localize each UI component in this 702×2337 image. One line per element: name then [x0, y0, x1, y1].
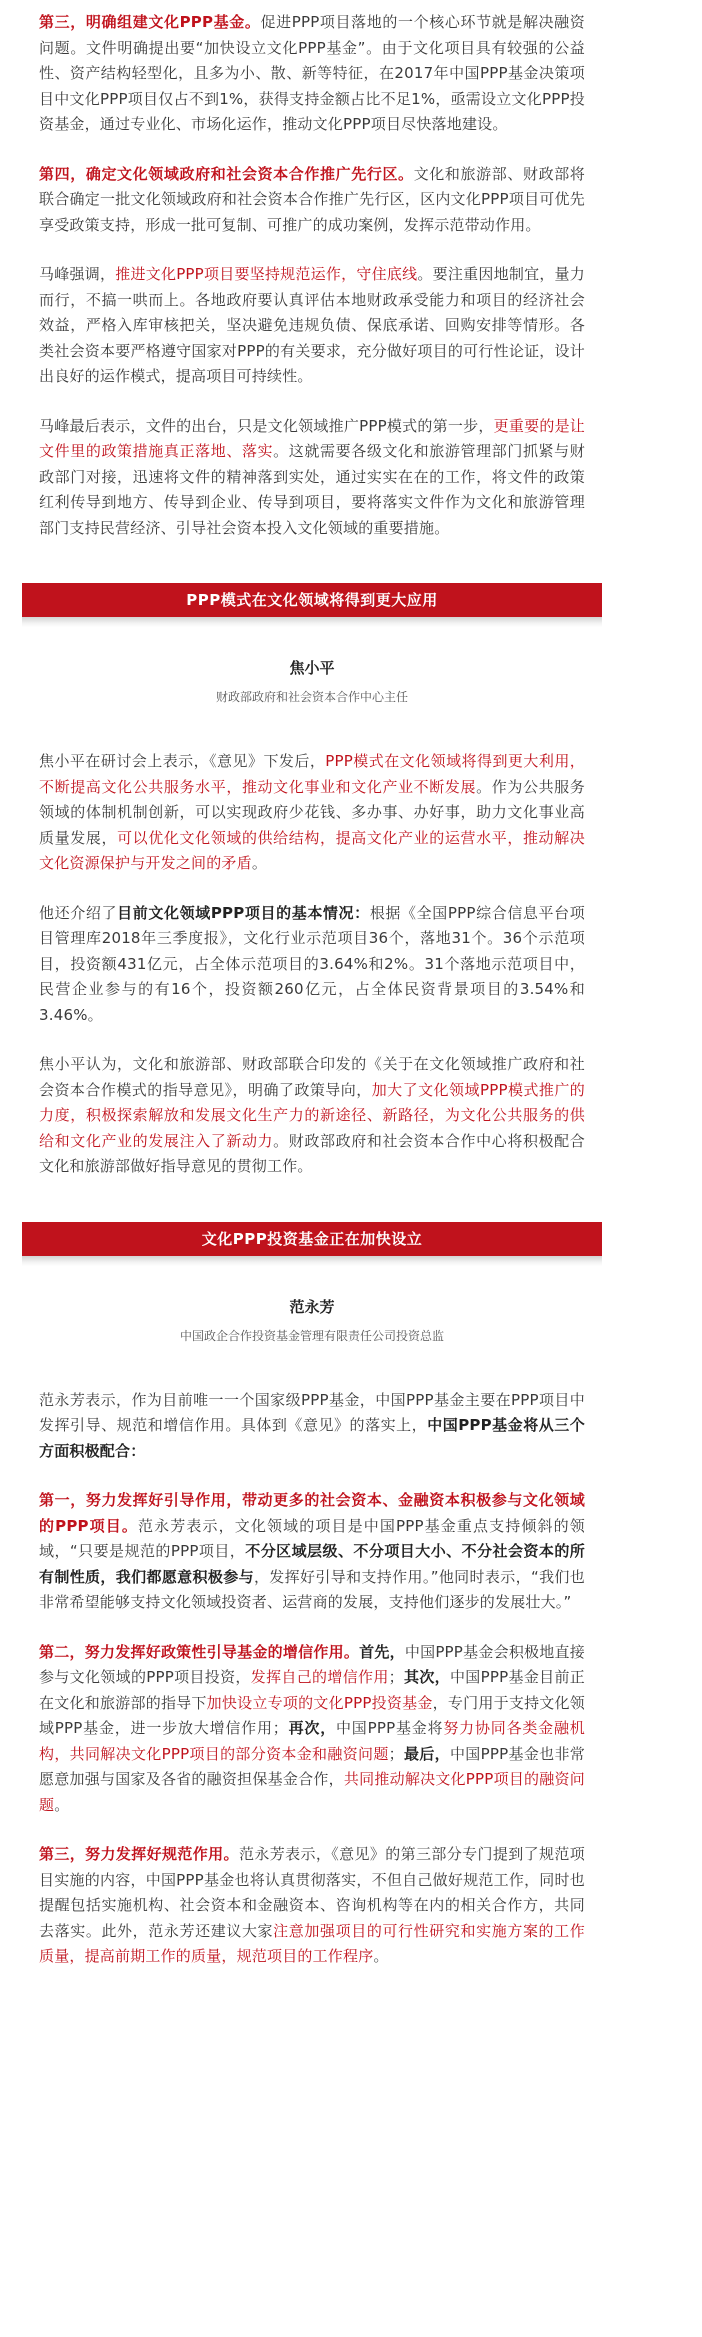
bold-text: 目前文化领域PPP项目的基本情况： [117, 903, 370, 922]
banner-shadow [22, 1256, 602, 1266]
speaker-title: 财政部政府和社会资本合作中心主任 [215, 690, 408, 704]
highlight-heading: 第四，确定文化领域政府和社会资本合作推广先行区。 [39, 164, 414, 183]
highlight-text: PPP模式在文化领域将得到更大利用，不断提高文化公共服务水平，推动文化事业和文化产业不断发展 [39, 752, 585, 796]
bold-text: 首先， [359, 1642, 405, 1661]
highlight-text: 努力协同各类金融机构，共同解决文化PPP项目的部分资本金和融资问题 [39, 1719, 585, 1763]
bold-text: 中国PPP基金将从三个方面积极配合： [39, 1416, 585, 1460]
paragraph-jiao-xiaoping-1 [39, 749, 585, 877]
paragraph-text: 。 [54, 1795, 70, 1814]
paragraph-fan-yongfang-1 [39, 1388, 585, 1465]
highlight-text: 共同推动解决文化PPP项目的融资问题 [39, 1770, 585, 1814]
paragraph-text: ； [388, 1744, 404, 1763]
paragraph-text: 中国PPP基金会积极地直接参与文化领域的PPP项目投资， [39, 1642, 585, 1686]
speaker-card [39, 657, 585, 707]
bold-text: 再次， [287, 1719, 336, 1737]
speaker-name: 焦小平 [289, 659, 335, 677]
section-title: PPP模式在文化领域将得到更大应用 [22, 583, 602, 617]
paragraph-fan-yongfang-4 [39, 1842, 585, 1970]
bold-text: 最后， [403, 1744, 450, 1763]
paragraph-text: 马峰最后表示，文件的出台，只是文化领域推广PPP模式的第一步， [39, 416, 494, 435]
highlight-heading: 第三，明确组建文化PPP基金。 [39, 13, 261, 31]
paragraph-text: ，发挥好引导和支持作用。”他同时表示，“我们也非常希望能够支持文化领域投资者、运营商的发展，支持他们逐步的发展壮大。” [39, 1567, 585, 1611]
paragraph-text: 他还介绍了 [39, 903, 118, 922]
paragraph-text: 范永芳表示，作为目前唯一一个国家级PPP基金，中国PPP基金主要在PPP项目中发挥引导、规范和增信作用。具体到《意见》的落实上， [39, 1390, 585, 1434]
highlight-heading: 第三，努力发挥好规范作用。 [39, 1845, 239, 1863]
paragraph-text: 。 [373, 1947, 389, 1965]
highlight-text: 注意加强项目的可行性研究和实施方案的工作质量，提高前期工作的质量，规范项目的工作程序 [39, 1921, 585, 1965]
paragraph-text: 促进PPP项目落地的一个核心环节就是解决融资问题。文件明确提出要“加快设立文化PPP基金”。由于文化项目具有较强的公益性、资产结构轻型化，且多为小、散、新等特征，在2017年中国PPP基金决策项目中文化PPP项目仅占不到1%，获得支持金额占比不足1%，亟需设立文化PPP投资基金，通过专业化、市场化运作，推动文化PPP项目尽快落地建设。 [39, 13, 586, 133]
paragraph-text: 焦小平认为，文化和旅游部、财政部联合印发的《关于在文化领域推广政府和社会资本合作模式的指导意见》，明确了政策导向， [39, 1055, 585, 1099]
paragraph-fan-yongfang-3 [39, 1640, 585, 1819]
paragraph-text: 。这就需要各级文化和旅游管理部门抓紧与财政部门对接，迅速将文件的精神落到实处，通过实实在在的工作，将文件的政策红利传导到地方、传导到企业、传导到项目，要将落实文件作为文化和旅游管理部门支持民营经济、引导社会资本投入文化领域的重要措施。 [39, 442, 585, 537]
bold-text: 其次， [403, 1668, 450, 1686]
bold-text: 不分区域层级、不分项目大小、不分社会资本的所有制性质，我们都愿意积极参与 [39, 1542, 585, 1586]
paragraph-text: 。要注重因地制宜，量力而行，不搞一哄而上。各地政府要认真评估本地财政承受能力和项目的经济社会效益，严格入库审核把关，坚决避免违规负债、保底承诺、回购安排等情形。各类社会资本要严格遵守国家对PPP的有关要求，充分做好项目的可行性论证，设计出良好的运作模式，提高项目可持续性。 [39, 265, 585, 385]
section-banner-ppp-application [22, 583, 602, 627]
paragraph-text: 。财政部政府和社会资本合作中心将积极配合文化和旅游部做好指导意见的贯彻工作。 [39, 1131, 585, 1175]
highlight-text: 发挥自己的增信作用 [250, 1668, 389, 1686]
paragraph-jiao-xiaoping-2 [39, 901, 585, 1029]
paragraph-text: ； [388, 1668, 404, 1686]
highlight-text: 加大了文化领域PPP模式推广的力度，积极探索解放和发展文化生产力的新途径、新路径，为文化公共服务的供给和文化产业的发展注入了新动力 [39, 1080, 586, 1150]
paragraph-text: 中国PPP基金也非常愿意加强与国家及各省的融资担保基金合作， [39, 1744, 585, 1788]
section-banner-fund [22, 1222, 602, 1266]
section-title: 文化PPP投资基金正在加快设立 [22, 1222, 602, 1256]
speaker-name: 范永芳 [289, 1297, 335, 1316]
speaker-title: 中国政企合作投资基金管理有限责任公司投资总监 [179, 1328, 444, 1343]
paragraph-text: 马峰强调， [39, 265, 116, 283]
paragraph-text: ，专门用于支持文化领域PPP基金，进一步放大增信作用； [39, 1693, 585, 1737]
highlight-heading: 第一，努力发挥好引导作用，带动更多的社会资本、金融资本积极参与文化领域的PPP项目。 [39, 1491, 585, 1535]
highlight-text: 推进文化PPP项目要坚持规范运作，守住底线 [115, 265, 418, 283]
banner-shadow [22, 617, 602, 627]
paragraph-fan-yongfang-2 [39, 1488, 585, 1616]
paragraph-text: 范永芳表示，《意见》的第三部分专门提到了规范项目实施的内容，中国PPP基金也将认真贯彻落实，不但自己做好规范工作，同时也提醒包括实施机构、社会资本和金融资本、咨询机构等在内的相关合作方，共同去落实。此外，范永芳还建议大家 [39, 1845, 585, 1940]
paragraph-text: 文化和旅游部、财政部将联合确定一批文化领域政府和社会资本合作推广先行区，区内文化PPP项目可优先享受政策支持，形成一批可复制、可推广的成功案例，发挥示范带动作用。 [39, 164, 586, 234]
paragraph-text: 中国PPP基金目前正在文化和旅游部的指导下 [39, 1668, 585, 1712]
highlight-text: 更重要的是让文件里的政策措施真正落地、落实 [39, 416, 586, 460]
paragraph-text: 焦小平在研讨会上表示，《意见》下发后， [39, 752, 326, 770]
paragraph-text: 根据《全国PPP综合信息平台项目管理库2018年三季度报》，文化行业示范项目36个，落地31个。36个示范项目，投资额431亿元，占全体示范项目的3.64%和2%。31个落地示范项目中，民营企业参与的有16个，投资额260亿元，占全体民资背景项目的3.54%和3.46%。 [39, 903, 585, 1024]
article-body [39, 10, 585, 1970]
paragraph-fund [39, 10, 585, 138]
paragraph-ma-feng-emphasis [39, 262, 585, 390]
paragraph-ma-feng-conclusion [39, 414, 585, 542]
paragraph-text: 。作为公共服务领域的体制机制创新，可以实现政府少花钱、多办事、办好事，助力文化事业高质量发展， [39, 777, 585, 847]
highlight-heading: 第二，努力发挥好政策性引导基金的增信作用。 [39, 1642, 360, 1661]
speaker-card [39, 1296, 585, 1346]
paragraph-text: 范永芳表示，文化领域的项目是中国PPP基金重点支持倾斜的领域，“只要是规范的PPP项目， [39, 1516, 585, 1560]
paragraph-jiao-xiaoping-3 [39, 1052, 585, 1180]
paragraph-text: 。 [251, 854, 268, 872]
paragraph-pilot-zones [39, 162, 585, 239]
paragraph-text: 中国PPP基金将 [336, 1719, 444, 1737]
highlight-text: 加快设立专项的文化PPP投资基金 [206, 1693, 433, 1712]
highlight-text: 可以优化文化领域的供给结构，提高文化产业的运营水平，推动解决文化资源保护与开发之间的矛盾 [39, 828, 585, 872]
